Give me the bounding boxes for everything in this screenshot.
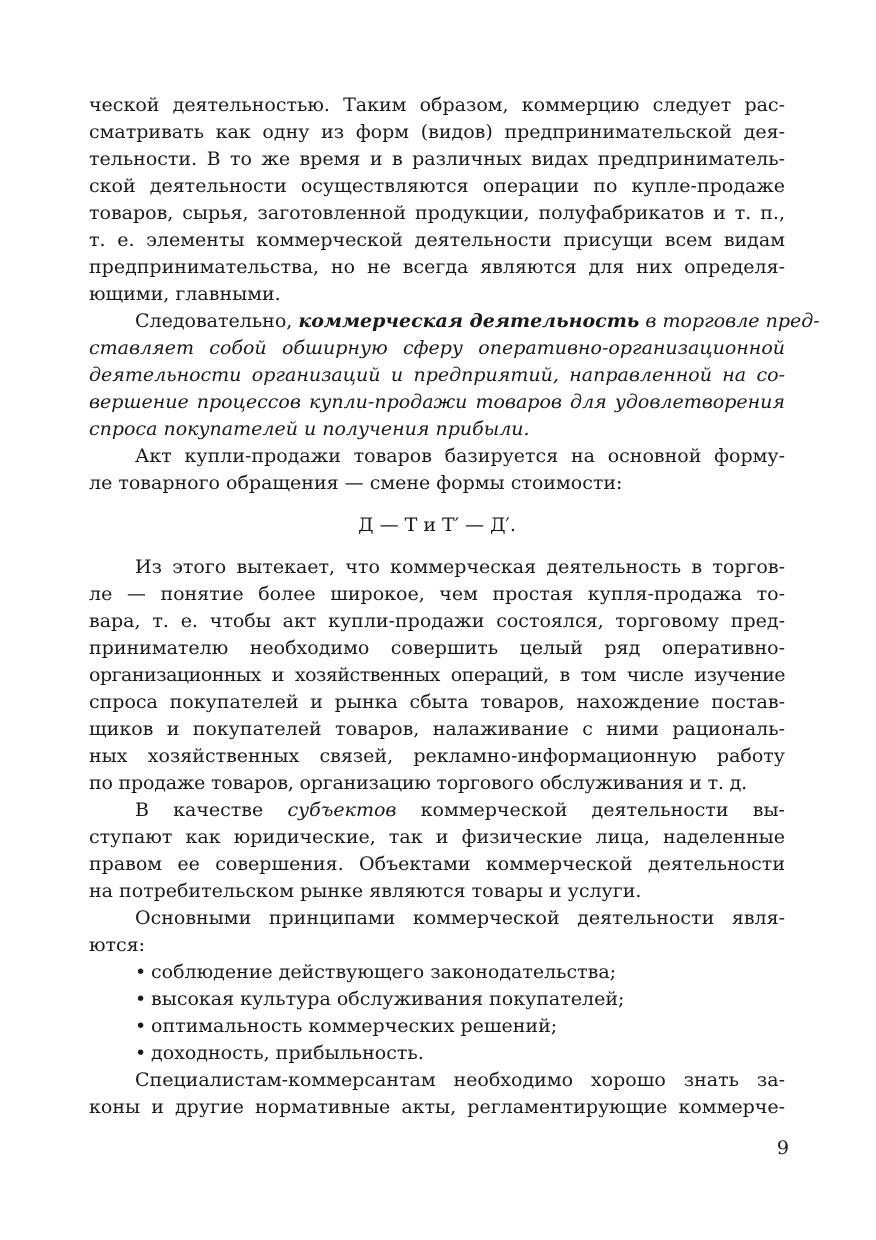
definition-line: деятельности организаций и предприятий, направленной на со-: [89, 364, 785, 386]
text-line: организационных и хозяйственных операций, в том числе изучение: [89, 664, 785, 686]
list-item: [135, 1040, 424, 1067]
text-line: Из этого вытекает, что коммерческая деятельность в торгов-: [135, 556, 785, 578]
term-emphasis: субъектов: [287, 799, 397, 821]
text-span: Следовательно,: [135, 310, 293, 332]
text-line: ются:: [89, 934, 146, 956]
formula: Д — Т и Т′ — Д′.: [358, 514, 516, 536]
text-line: по продаже товаров, организацию торгового обслуживания и т. д.: [89, 772, 747, 794]
text-line: Специалистам-коммерсантам необходимо хорошо знать за-: [135, 1069, 785, 1091]
text-line: правом ее совершения. Объектами коммерческой деятельности: [89, 853, 785, 875]
page-number: 9: [776, 1137, 789, 1159]
text-line: ле товарного обращения — смене формы стоимости:: [89, 472, 623, 494]
text-line: тельности. В то же время и в различных видах предприниматель-: [89, 148, 785, 170]
text-line: коны и другие нормативные акты, регламентирующие коммерче-: [89, 1096, 785, 1118]
list-item: [135, 986, 624, 1013]
definition-paragraph-first-line: [135, 308, 820, 335]
text-span: коммерческой деятельности вы-: [420, 799, 785, 821]
definition-line: вершение процессов купли-продажи товаров для удовлетворения: [89, 391, 785, 413]
text-line: ческой деятельностью. Таким образом, коммерцию следует рас-: [89, 94, 785, 116]
subjects-paragraph-first-line: [135, 797, 785, 824]
text-line: вара, т. е. чтобы акт купли-продажи состоялся, торговому пред-: [89, 610, 785, 632]
text-line: Основными принципами коммерческой деятельности явля-: [135, 907, 785, 929]
text-line: ющими, главными.: [89, 283, 281, 305]
text-line: щиков и покупателей товаров, налаживание с ними рациональ-: [89, 718, 785, 740]
text-line: товаров, сырья, заготовленной продукции, полуфабрикатов и т. п.,: [89, 202, 785, 224]
text-span: В качестве: [135, 799, 264, 821]
definition-line: ставляет собой обширную сферу оперативно-организационной: [89, 337, 785, 359]
definition-line: спроса покупателей и получения прибыли.: [89, 418, 530, 440]
text-line: сматривать как одну из форм (видов) предпринимательской дея-: [89, 121, 785, 143]
text-line: спроса покупателей и рынка сбыта товаров, нахождение постав-: [89, 691, 785, 713]
text-line: ступают как юридические, так и физические лица, наделенные: [89, 826, 785, 848]
list-item: [135, 1013, 557, 1040]
bullet-icon: •: [135, 988, 147, 1010]
list-item-text: оптимальность коммерческих решений;: [151, 1015, 558, 1037]
text-line: на потребительском рынке являются товары и услуги.: [89, 880, 642, 902]
text-line: принимателю необходимо совершить целый ряд оперативно-: [89, 637, 785, 659]
list-item-text: высокая культура обслуживания покупателей;: [151, 988, 625, 1010]
text-line: ской деятельности осуществляются операции по купле-продаже: [89, 175, 785, 197]
definition-text: в торговле пред-: [645, 310, 820, 332]
list-item: [135, 959, 616, 986]
bullet-icon: •: [135, 1015, 147, 1037]
text-line: ле — понятие более широкое, чем простая купля-продажа то-: [89, 583, 785, 605]
text-line: предпринимательства, но не всегда являются для них определя-: [89, 256, 785, 278]
text-line: ных хозяйственных связей, рекламно-информационную работу: [89, 745, 785, 767]
list-item-text: доходность, прибыльность.: [151, 1042, 424, 1064]
text-line: т. е. элементы коммерческой деятельности присущи всем видам: [89, 229, 785, 251]
term-emphasis: коммерческая деятельность: [298, 310, 640, 332]
text-line: Акт купли-продажи товаров базируется на основной форму-: [135, 445, 785, 467]
bullet-icon: •: [135, 961, 147, 983]
bullet-icon: •: [135, 1042, 147, 1064]
list-item-text: соблюдение действующего законодательства;: [151, 961, 617, 983]
